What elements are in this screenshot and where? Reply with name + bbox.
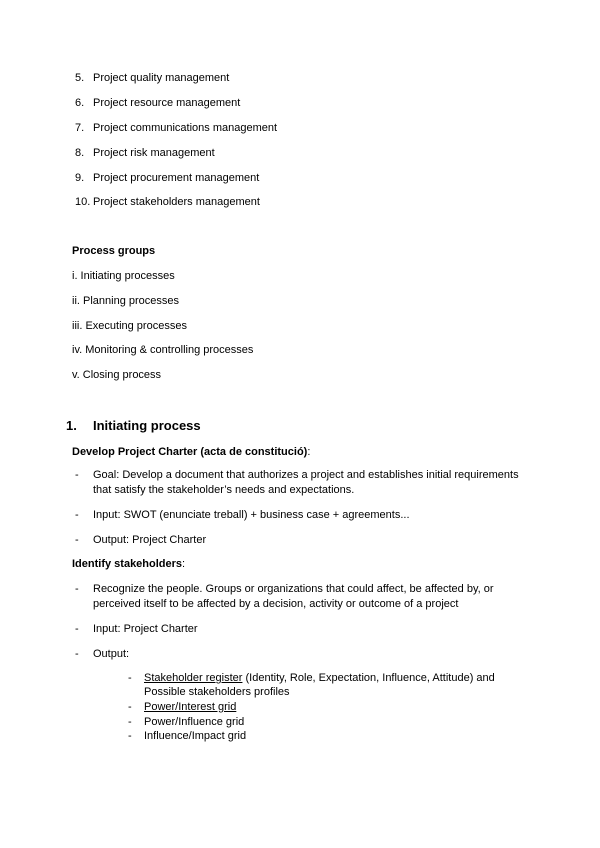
bullet-dash: - (75, 623, 79, 635)
sub-bullet-dash: - (128, 701, 132, 713)
stakeholders-heading: Identify stakeholders: (72, 558, 186, 570)
power-interest-grid-link[interactable]: Power/Interest grid (144, 701, 237, 713)
stakeholder-register-link[interactable]: Stakeholder register (144, 672, 243, 684)
list-item-label: Project resource management (93, 97, 241, 109)
bullet-dash: - (75, 534, 79, 546)
list-item: 10. Project stakeholders management (75, 196, 260, 208)
list-item-label: Project risk management (93, 147, 215, 159)
bullet-dash: - (75, 509, 79, 521)
charter-heading: Develop Project Charter (acta de constitució): (72, 446, 311, 458)
process-group-item: i. Initiating processes (72, 270, 175, 282)
charter-output: Output: Project Charter (93, 534, 207, 546)
list-item-label: Project communications management (93, 122, 278, 134)
list-item-label: Project stakeholders management (93, 196, 260, 208)
process-group-item: iii. Executing processes (72, 320, 187, 332)
power-influence-grid: Power/Influence grid (144, 716, 245, 728)
list-item: 6. Project resource management (75, 97, 241, 109)
charter-goal: Goal: Develop a document that authorizes a project and establishes initial requirements that satisfy the stakeholder’s needs and expectations. (93, 469, 519, 496)
list-item: 9. Project procurement management (75, 172, 260, 184)
stakeholders-input: Input: Project Charter (93, 623, 198, 635)
process-group-item: v. Closing process (72, 369, 162, 381)
bullet-dash: - (75, 469, 79, 481)
section-number: 1. (66, 418, 77, 433)
process-group-item: iv. Monitoring & controlling processes (72, 344, 254, 356)
list-item: 5. Project quality management (75, 72, 230, 84)
list-item-label: Project quality management (93, 72, 230, 84)
process-groups-heading: Process groups (72, 245, 156, 257)
stakeholders-output: Output: (93, 648, 130, 660)
section-title: Initiating process (93, 418, 201, 433)
list-item-label: Project procurement management (93, 172, 260, 184)
process-group-item: ii. Planning processes (72, 295, 180, 307)
list-item: 7. Project communications management (75, 122, 278, 134)
sub-bullet-dash: - (128, 716, 132, 728)
sub-bullet-dash: - (128, 730, 132, 742)
charter-input: Input: SWOT (enunciate treball) + business case + agreements... (93, 509, 410, 521)
stakeholders-description: Recognize the people. Groups or organizations that could affect, be affected by, or perceived itself to be affected by a decision, activity or outcome of a project (93, 583, 494, 610)
bullet-dash: - (75, 583, 79, 595)
stakeholder-register-item: Stakeholder register (Identity, Role, Expectation, Influence, Attitude) and Possible stakeholders profiles (144, 672, 495, 698)
list-item: 8. Project risk management (75, 147, 215, 159)
sub-bullet-dash: - (128, 672, 132, 684)
influence-impact-grid: Influence/Impact grid (144, 730, 247, 742)
bullet-dash: - (75, 648, 79, 660)
